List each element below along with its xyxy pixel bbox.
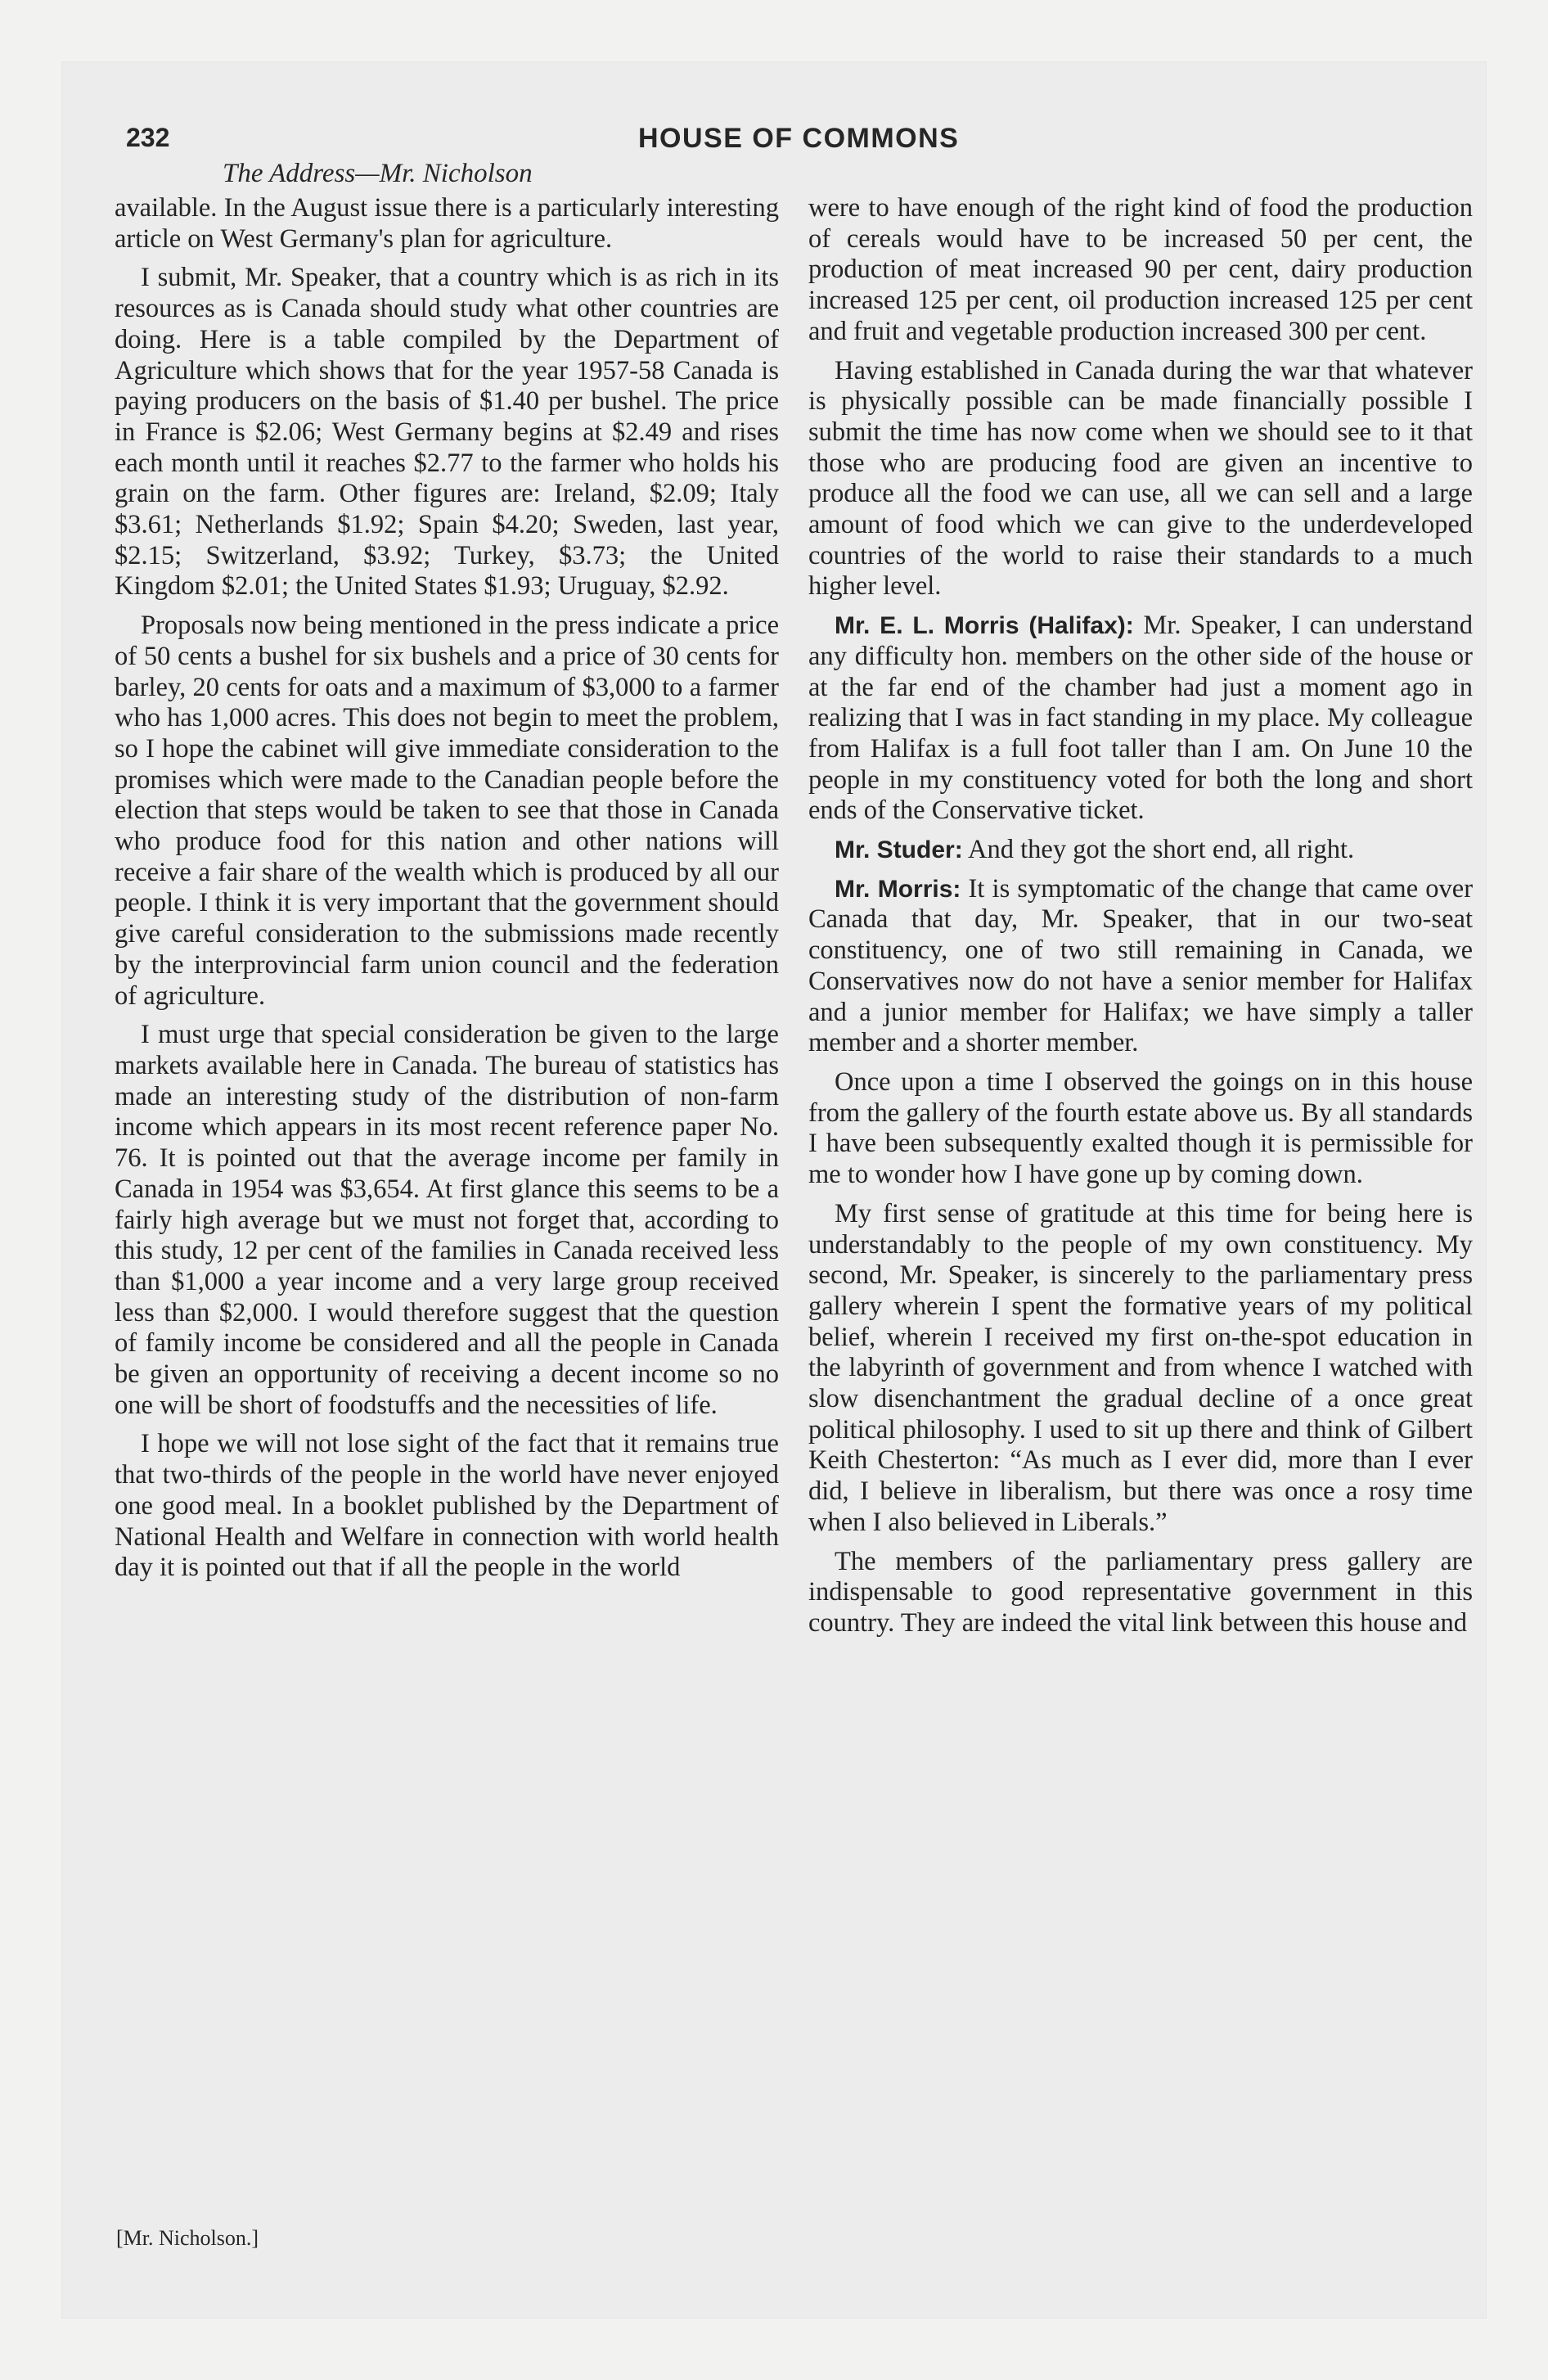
speaker-name: Mr. Morris: <box>835 875 961 903</box>
left-column <box>115 193 779 1592</box>
right-paragraph-4 <box>808 835 1473 866</box>
left-paragraph-2: I submit, Mr. Speaker, that a country which is as rich in its resources as is Canada should study what other countries are doing. Here is a table compiled by the Department of Agriculture which shows that for the year 1957-58 Canada is paying producers on the basis of $1.40 per bushel. The price in France is $2.06; West Germany begins at $2.49 and rises each month until it reaches $2.77 to the farmer who holds his grain on the farm. Other figures are: Ireland, $2.09; Italy $3.61; Netherlands $1.92; Spain $4.20; Sweden, last year, $2.15; Switzerland, $3.92; Turkey, $3.73; the United Kingdom $2.01; the United States $1.93; Uruguay, $2.92. <box>115 263 779 602</box>
speaker-name: Mr. Studer: <box>835 836 963 864</box>
section-subhead: The Address—Mr. Nicholson <box>223 159 533 188</box>
right-paragraph-2: Having established in Canada during the war that whatever is physically possible can be made financially possible I submit the time has now come when we should see to it that those who are producing food are given an incentive to produce all the food we can use, all we can sell and a large amount of food which we can give to the underdeveloped countries of the world to raise their standards to a much higher level. <box>808 355 1473 602</box>
speech-text: And they got the short end, all right. <box>968 835 1355 865</box>
speech-text: It is symptomatic of the change that came over Canada that day, Mr. Speaker, that in our two-seat constituency, one of two still remaining in Canada, we Conservatives now do not have a senior member for Halifax and a junior member for Halifax; we have simply a taller member and a shorter member. <box>808 873 1474 1058</box>
right-paragraph-6: Once upon a time I observed the goings on in this house from the gallery of the fourth estate above us. By all standards I have been subsequently exalted though it is permissible for me to wonder how I have gone up by coming down. <box>808 1066 1473 1190</box>
left-paragraph-5: I hope we will not lose sight of the fact that it remains true that two-thirds of the people in the world have never enjoyed one good meal. In a booklet published by the Department of National Health and Welfare in connection with world health day it is pointed out that if all the people in the world <box>115 1429 779 1583</box>
right-column <box>808 193 1473 1648</box>
left-paragraph-1: available. In the August issue there is a particularly interesting article on West Germany's plan for agriculture. <box>115 193 779 254</box>
right-paragraph-8: The members of the parliamentary press gallery are indispensable to good representative government in this country. They are indeed the vital link between this house and <box>808 1546 1473 1638</box>
left-paragraph-3: Proposals now being mentioned in the press indicate a price of 50 cents a bushel for six bushels and a price of 30 cents for barley, 20 cents for oats and a maximum of $3,000 to a farmer who has 1,000 acres. This does not begin to meet the problem, so I hope the cabinet will give immediate consideration to the promises which were made to the Canadian people before the election that steps would be taken to see that those in Canada who produce food for this nation and other nations will receive a fair share of the wealth which is produced by all our people. I think it is very important that the government should give careful consideration to the submissions made recently by the interprovincial farm union council and the federation of agriculture. <box>115 611 779 1011</box>
right-paragraph-7: My first sense of gratitude at this time for being here is understandably to the people of my own constituency. My second, Mr. Speaker, is sincerely to the parliamentary press gallery wherein I spent the formative years of my political belief, wherein I received my first on-the-spot education in the labyrinth of government and from whence I watched with slow disenchantment the gradual decline of a once great political philosophy. I used to sit up there and think of Gilbert Keith Chesterton: “As much as I ever did, more than I ever did, I believe in liberalism, but there was once a rosy time when I also believed in Liberals.” <box>808 1198 1473 1537</box>
left-paragraph-4: I must urge that special consideration be given to the large markets available here in Canada. The bureau of statistics has made an interesting study of the distribution of non-farm income which appears in its most recent reference paper No. 76. It is pointed out that the average income per family in Canada in 1954 was $3,654. At first glance this seems to be a fairly high average but we must not forget that, according to this study, 12 per cent of the families in Canada received less than $1,000 a year income and a very large group received less than $2,000. I would therefore suggest that the question of family income be considered and all the people in Canada be given an opportunity of receiving a decent income so no one will be short of foodstuffs and the necessities of life. <box>115 1020 779 1420</box>
speaker-name: Mr. E. L. Morris (Halifax): <box>835 612 1134 640</box>
right-paragraph-5 <box>808 874 1473 1059</box>
speech-text: Mr. Speaker, I can understand any difficulty hon. members on the other side of the house or at the far end of the chamber had just a moment ago in realizing that I was in fact standing in my place. My colleague from Halifax is a full foot taller than I am. On June 10 the people in my constituency voted for both the long and short ends of the Conservative ticket. <box>808 611 1474 826</box>
page-number: 232 <box>126 123 170 152</box>
right-paragraph-1: were to have enough of the right kind of food the production of cereals would have to be increased 50 per cent, the production of meat increased 90 per cent, dairy production increased 125 per cent, oil production increased 125 per cent and fruit and vegetable production increased 300 per cent. <box>808 193 1473 346</box>
right-paragraph-3 <box>808 611 1473 827</box>
speaker-footnote: [Mr. Nicholson.] <box>116 2226 259 2250</box>
running-head: HOUSE OF COMMONS <box>638 123 960 154</box>
document-page <box>62 62 1486 2318</box>
